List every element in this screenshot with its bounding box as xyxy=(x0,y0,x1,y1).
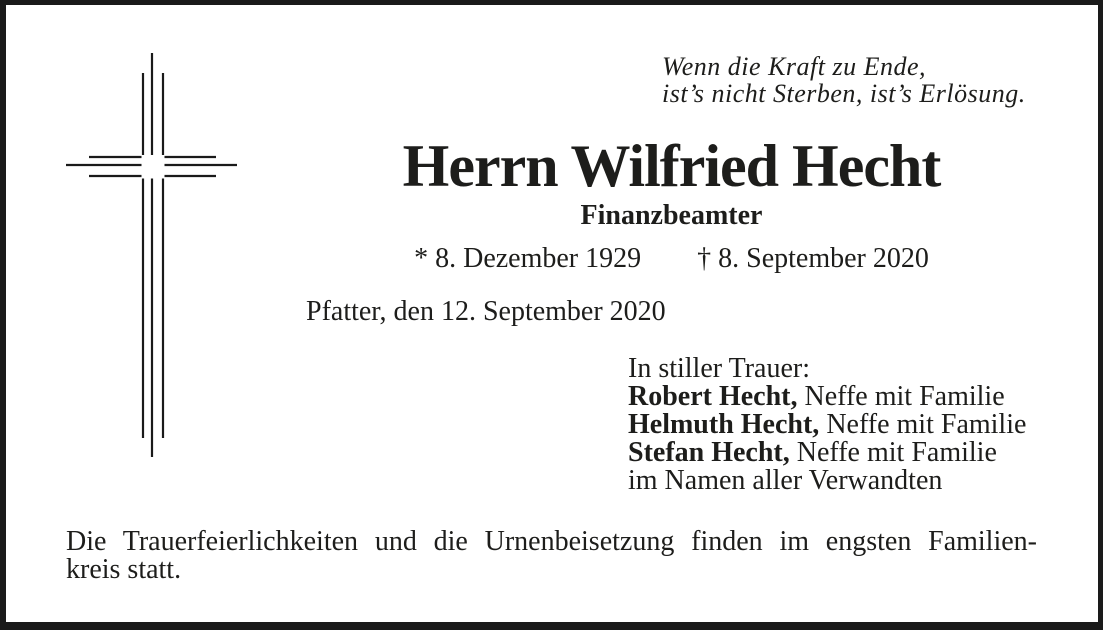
notice-line-1: Die Trauerfeierlichkeiten und die Urnenbeisetzung finden im engsten Familien- xyxy=(66,526,1037,557)
death-date: † 8. September 2020 xyxy=(697,243,929,274)
epigraph-line-2: ist’s nicht Sterben, ist’s Erlösung. xyxy=(662,79,1026,108)
mourning-closing: im Namen aller Verwandten xyxy=(628,465,943,496)
mourner-name: Robert Hecht, xyxy=(628,381,798,412)
mourner-relation: Neffe mit Familie xyxy=(819,409,1027,440)
deceased-name: Herrn Wilfried Hecht xyxy=(402,133,941,199)
birth-date: * 8. Dezember 1929 xyxy=(414,243,642,274)
cross-icon xyxy=(64,50,239,460)
mourner-line xyxy=(628,411,1026,439)
life-dates xyxy=(245,244,1098,274)
mourner-line xyxy=(628,383,1026,411)
mourner-name: Stefan Hecht, xyxy=(628,437,790,468)
mourner-relation: Neffe mit Familie xyxy=(797,381,1005,412)
mourners-block xyxy=(628,355,1026,495)
epigraph-line-1: Wenn die Kraft zu Ende, xyxy=(662,52,927,81)
mourner-name: Helmuth Hecht, xyxy=(628,409,820,440)
notice-line-2: kreis statt. xyxy=(66,554,182,585)
mourner-relation: Neffe mit Familie xyxy=(789,437,997,468)
mourning-intro: In stiller Trauer: xyxy=(628,353,810,384)
epigraph xyxy=(662,53,1026,107)
place-date-line: Pfatter, den 12. September 2020 xyxy=(306,296,666,327)
deceased-profession: Finanzbeamter xyxy=(580,200,763,231)
mourner-line xyxy=(628,439,1026,467)
funeral-notice xyxy=(66,528,1037,584)
